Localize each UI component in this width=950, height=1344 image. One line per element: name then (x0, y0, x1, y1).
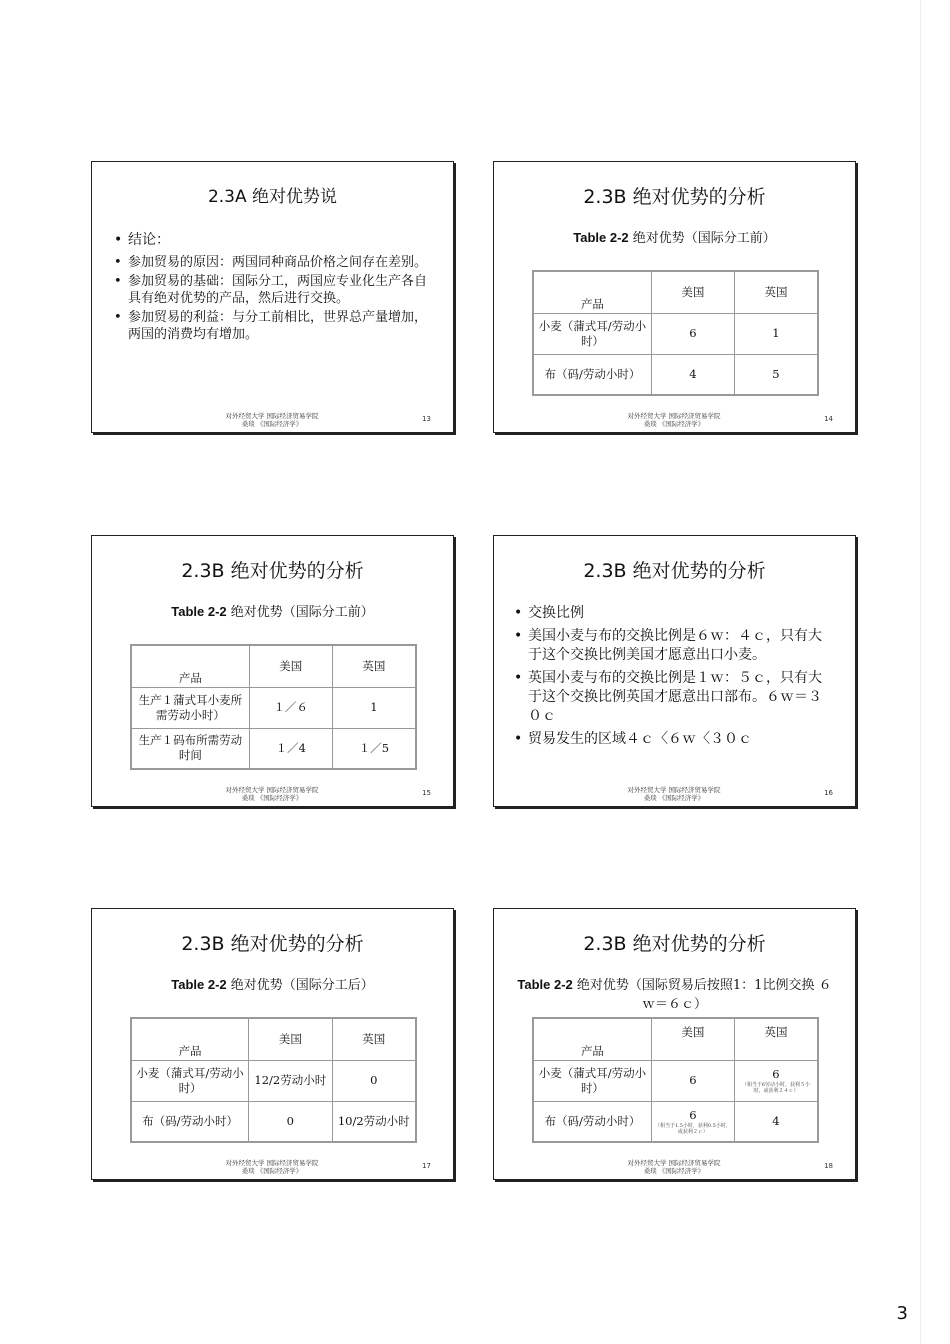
slide-number: 18 (824, 1162, 833, 1170)
slide-16 (493, 535, 856, 807)
slide-footer (494, 412, 855, 430)
footer-institution: 对外经贸大学 国际经济贸易学院 (225, 1159, 319, 1167)
table-cell: 布（码/劳动小时） (533, 1101, 651, 1142)
table-cell: 生产１码布所需劳动时间 (131, 728, 249, 769)
cell-value: 6 (772, 1067, 780, 1081)
slide-title: 2.3B 绝对优势的分析 (583, 186, 766, 208)
table-cell: 10/2劳动小时 (332, 1101, 416, 1142)
table-caption-text: 绝对优势（国际分工前） (226, 605, 374, 620)
table-caption (516, 975, 833, 1014)
table-header-uk: 英国 (332, 645, 416, 687)
table-cell: 0 (332, 1060, 416, 1101)
table-header-product: 产品 (533, 1018, 651, 1060)
table-cell: 小麦（蒲式耳/劳动小时） (533, 1060, 651, 1101)
slide-footer (494, 786, 855, 804)
slide-number: 14 (824, 415, 833, 423)
table-caption-label: Table 2-2 (517, 977, 573, 992)
table-cell: 1 (332, 687, 416, 728)
slide-number: 17 (422, 1162, 431, 1170)
slide-title: 2.3B 绝对优势的分析 (583, 933, 766, 955)
slide-footer (92, 412, 453, 430)
data-table (532, 270, 819, 396)
cell-note: （相当于6劳动小时，获利５小时，或获利２４ｃ） (741, 1082, 811, 1094)
table-cell: 布（码/劳动小时） (131, 1101, 249, 1142)
page-number: 3 (896, 1303, 908, 1324)
table-cell: 6 (651, 1060, 734, 1101)
table-cell: 小麦（蒲式耳/劳动小时） (131, 1060, 249, 1101)
slide-18 (493, 908, 856, 1180)
table-cell: 生产１蒲式耳小麦所需劳动小时） (131, 687, 249, 728)
slide-footer (92, 786, 453, 804)
table-cell: １／６ (249, 687, 332, 728)
table-cell: 5 (734, 354, 818, 395)
table-cell: １／5 (332, 728, 416, 769)
table-header-uk: 英国 (734, 1018, 818, 1060)
cell-note: （相当于1.5小时，获利0.5小时，或获利２ｃ） (654, 1122, 731, 1135)
table-header-product: 产品 (131, 645, 249, 687)
bullet-item: • 参加贸易的基础：国际分工，两国应专业化生产各自具有绝对优势的产品，然后进行交换。 (114, 273, 431, 307)
bullet-item: • 参加贸易的利益：与分工前相比，世界总产量增加，两国的消费均有增加。 (114, 309, 431, 343)
table-caption-text: 绝对优势（国际分工后） (226, 978, 374, 993)
table-header-product: 产品 (131, 1018, 249, 1060)
slide-17 (91, 908, 454, 1180)
table-cell-with-note (651, 1101, 734, 1142)
footer-institution: 对外经贸大学 国际经济贸易学院 (225, 412, 319, 420)
bullet-list (114, 232, 431, 343)
slide-title: 2.3B 绝对优势的分析 (181, 560, 364, 582)
slide-number: 15 (422, 789, 431, 797)
bullet-item: • 美国小麦与布的交换比例是６ｗ：４ｃ，只有大于这个交换比例美国才愿意出口小麦。 (514, 627, 833, 665)
table-caption-text: 绝对优势（国际分工前） (628, 231, 776, 246)
footer-course: 桑琰 《国际经济学》 (241, 420, 303, 428)
bullet-item: • 参加贸易的原因：两国同种商品价格之间存在差别。 (114, 254, 431, 271)
slide-footer (92, 1159, 453, 1177)
slide-footer (494, 1159, 855, 1177)
bullet-item: • 交换比例 (514, 604, 833, 623)
table-cell: 12/2劳动小时 (249, 1060, 332, 1101)
bullet-list (514, 604, 833, 749)
footer-institution: 对外经贸大学 国际经济贸易学院 (225, 786, 319, 794)
table-header-usa: 美国 (249, 1018, 332, 1060)
footer-institution: 对外经贸大学 国际经济贸易学院 (627, 786, 721, 794)
footer-course: 桑琰 《国际经济学》 (643, 794, 705, 802)
table-cell: 6 (651, 313, 734, 354)
table-cell: 1 (734, 313, 818, 354)
table-cell: 布（码/劳动小时） (533, 354, 651, 395)
table-caption-text: 绝对优势（国际贸易后按照1：1比例交换 ６ｗ＝６ｃ） (572, 978, 832, 1012)
data-table (130, 644, 417, 770)
slide-title: 2.3A 绝对优势说 (207, 187, 338, 207)
slide-number: 16 (824, 789, 833, 797)
slide-13 (91, 161, 454, 433)
footer-course: 桑琰 《国际经济学》 (241, 1167, 303, 1175)
bullet-item: • 结论： (114, 232, 431, 249)
data-table (130, 1017, 417, 1143)
footer-course: 桑琰 《国际经济学》 (241, 794, 303, 802)
table-cell: 0 (249, 1101, 332, 1142)
table-header-usa: 美国 (651, 271, 734, 313)
slide-title: 2.3B 绝对优势的分析 (583, 560, 766, 582)
table-caption-label: Table 2-2 (573, 230, 629, 245)
table-header-uk: 英国 (332, 1018, 416, 1060)
cell-value: 6 (689, 1107, 697, 1122)
table-caption (112, 602, 433, 622)
table-header-usa: 美国 (651, 1018, 734, 1060)
table-cell: １／4 (249, 728, 332, 769)
table-caption (514, 228, 835, 248)
table-header-product: 产品 (533, 271, 651, 313)
footer-institution: 对外经贸大学 国际经济贸易学院 (627, 1159, 721, 1167)
table-header-usa: 美国 (249, 645, 332, 687)
table-caption (112, 975, 433, 995)
page-edge-line (920, 0, 921, 1344)
footer-course: 桑琰 《国际经济学》 (643, 420, 705, 428)
table-cell-with-note (734, 1060, 818, 1101)
table-header-uk: 英国 (734, 271, 818, 313)
slide-14 (493, 161, 856, 433)
slide-15 (91, 535, 454, 807)
footer-course: 桑琰 《国际经济学》 (643, 1167, 705, 1175)
slide-number: 13 (422, 415, 431, 423)
table-caption-label: Table 2-2 (171, 977, 227, 992)
table-cell: 4 (734, 1101, 818, 1142)
table-caption-label: Table 2-2 (171, 604, 227, 619)
table-cell: 4 (651, 354, 734, 395)
footer-institution: 对外经贸大学 国际经济贸易学院 (627, 412, 721, 420)
table-cell: 小麦（蒲式耳/劳动小时） (533, 313, 651, 354)
data-table (532, 1017, 819, 1143)
bullet-item: • 贸易发生的区域４ｃ〈６ｗ〈３０ｃ (514, 730, 833, 749)
bullet-item: • 英国小麦与布的交换比例是１ｗ：５ｃ，只有大于这个交换比例英国才愿意出口部布。６ｗ＝３０ｃ (514, 669, 833, 726)
slide-title: 2.3B 绝对优势的分析 (181, 933, 364, 955)
